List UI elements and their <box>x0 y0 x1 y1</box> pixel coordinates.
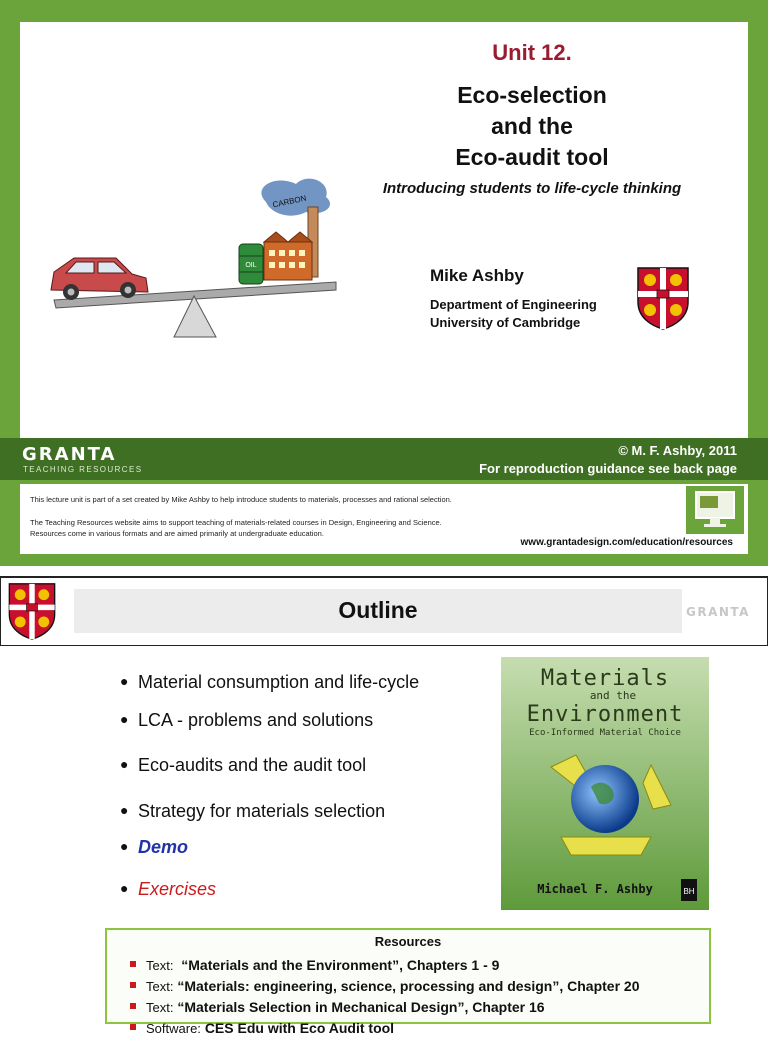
seesaw-illustration <box>46 172 336 342</box>
resource-item: Text: “Materials Selection in Mechanical Design”, Chapter 16 <box>130 997 640 1018</box>
unit-title: Unit 12. <box>492 40 572 65</box>
granta-logo: GRANTA <box>22 444 117 465</box>
outline-title: Outline <box>338 597 418 623</box>
list-item: ● Strategy for materials selection <box>120 801 386 821</box>
cambridge-crest-icon <box>7 582 57 640</box>
monitor-icon <box>686 486 744 534</box>
copyright: © M. F. Ashby, 2011 <box>618 443 737 458</box>
info-text-line: Resources come in various formats and are aimed primarily at undergraduate education. <box>30 529 324 538</box>
resource-item: Text: “Materials: engineering, science, processing and design”, Chapter 20 <box>130 976 640 997</box>
granta-tagline: TEACHING RESOURCES <box>23 465 143 474</box>
reproduction-note: For reproduction guidance see back page <box>479 461 737 476</box>
cambridge-crest-icon <box>636 266 690 330</box>
oil-label: OIL <box>245 262 257 269</box>
publisher-logo: BH <box>683 887 695 896</box>
subtitle: Introducing students to life-cycle thinking <box>382 180 682 197</box>
info-text: This lecture unit is part of a set created by Mike Ashby to help introduce students to materials, processes and rational selection. <box>30 495 452 504</box>
book-title-2: and the <box>589 689 637 702</box>
title-line: Eco-selection <box>457 82 607 108</box>
list-item: ● Material consumption and life-cycle <box>120 672 420 692</box>
main-title <box>345 80 719 173</box>
resource-item: Text: “Materials and the Environment”, Chapters 1 - 9 <box>130 955 640 976</box>
list-item-demo: ● Demo <box>120 837 189 857</box>
resources-list <box>130 955 640 1039</box>
list-item: ● LCA - problems and solutions <box>120 710 374 730</box>
website-link[interactable]: www.grantadesign.com/education/resources <box>520 537 733 548</box>
book-title-3: Environment <box>526 702 684 727</box>
resource-item: Software: CES Edu with Eco Audit tool <box>130 1018 640 1039</box>
list-item-exercises: ● Exercises <box>120 879 217 899</box>
list-item: ● Eco-audits and the audit tool <box>120 755 367 775</box>
university: University of Cambridge <box>430 315 581 330</box>
book-author: Michael F. Ashby <box>537 882 653 896</box>
book-cover <box>501 657 709 910</box>
info-text-line: The Teaching Resources website aims to support teaching of materials-related courses in Design, Engineering and Science. <box>30 518 442 527</box>
title-line: and the <box>491 113 573 139</box>
department: Department of Engineering <box>430 297 597 312</box>
author-name: Mike Ashby <box>430 266 524 285</box>
title-line: Eco-audit tool <box>455 144 609 170</box>
book-title-1: Materials <box>540 666 670 691</box>
book-subtitle: Eco-Informed Material Choice <box>529 728 681 738</box>
granta-small-logo: GRANTA <box>686 605 750 619</box>
resources-title: Resources <box>374 934 442 949</box>
affiliation <box>430 296 597 332</box>
info-text-2 <box>30 517 550 539</box>
carbon-label: CARBON <box>271 193 308 210</box>
